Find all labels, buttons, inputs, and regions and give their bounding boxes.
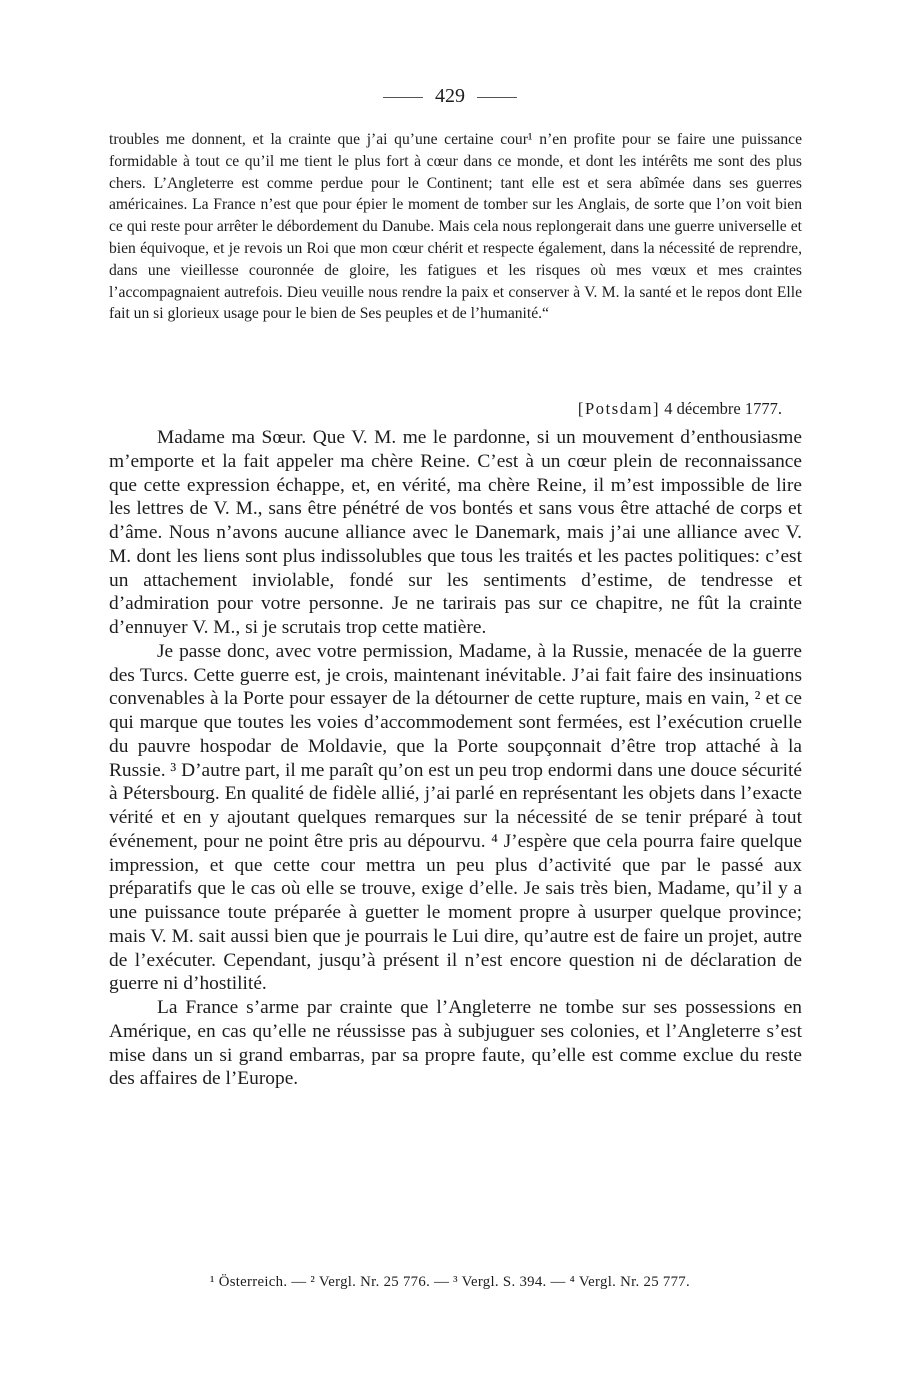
page-number: 429 (435, 85, 465, 107)
footnotes-text: ¹ Österreich. — ² Vergl. Nr. 25 776. — ³ Vergl. S. 394. — ⁴ Vergl. Nr. 25 777. (209, 1274, 690, 1290)
header-rule-right (477, 97, 517, 98)
letter-body (109, 426, 802, 1091)
header-rule-left (383, 97, 423, 98)
quoted-letter-ending (109, 129, 802, 325)
dateline (578, 397, 782, 421)
letter-paragraph: Madame ma Sœur. Que V. M. me le pardonne, si un mouvement d’enthousiasme m’emporte et la fait appeler ma chère Reine. C’est à un cœur plein de reconnaissance que cette expression échappe, et, en vérité, ma chère Reine, il m’est impossible de lire les lettres de V. M., sans être pénétré de vos bontés et sans vous être attaché de corps et d’âme. Nous n’avons aucune alliance avec le Danemark, mais j’ai une alliance avec V. M. dont les liens sont plus indissolubles que tous les traités et les pactes politiques: c’est un attachement inviolable, fondé sur les sentiments d’estime, de tendresse et d’admiration pour votre personne. Je ne tarirais pas sur ce chapitre, ne fût la crainte d’ennuyer V. M., si je scrutais trop cette matière. (109, 427, 802, 638)
footnotes (0, 1272, 900, 1292)
page-header (0, 84, 900, 108)
dateline-place: [Potsdam] (577, 399, 661, 418)
letter-paragraph: Je passe donc, avec votre permission, Madame, à la Russie, menacée de la guerre des Turcs. Cette guerre est, je crois, maintenant inévitable. J’ai fait faire des insinuations convenables à la Porte pour essayer de la détourner de cette rupture, mais en vain, ² et ce qui marque que toutes les voies d’accommodement sont fermées, est l’exécution cruelle du pauvre hospodar de Moldavie, que la Porte soupçonnait d’être trop attaché à la Russie. ³ D’autre part, il me paraît qu’on est un peu trop endormi dans une douce sécurité à Pétersbourg. En qualité de fidèle allié, j’ai parlé en représentant les objets dans l’exacte vérité et en y ajoutant quelques remarques sur la nécessité de se tenir préparé à tout événement, pour ne point être pris au dépourvu. ⁴ J’espère que cela pourra faire quelque impression, et que cette cour mettra un peu plus d’activité que par le passé aux préparatifs que le cas où elle se trouve, exige d’elle. Je sais très bien, Madame, qu’il y a une puissance toute préparée à guetter le moment propre à usurper quelque province; mais V. M. sait aussi bien que je pourrais le Lui dire, qu’autre est de faire un projet, autre de l’exécuter. Cependant, jusqu’à présent il n’est encore question ni de déclaration de guerre ni d’hostilité. (109, 640, 802, 995)
quote-paragraph: troubles me donnent, et la crainte que j’ai qu’une certaine cour¹ n’en profite pour se faire une puissance formidable à tout ce qu’il me tient le plus fort à cœur dans ce monde, et dont les intérêts me sont des plus chers. L’Angleterre est comme perdue pour le Continent; tant elle est et sera abîmée dans ses guerres américaines. La France n’est que pour épier le moment de tomber sur les Anglais, de sorte que l’on voit bien ce qui reste pour arrêter le débordement du Danube. Mais cela nous replongerait dans une guerre universelle et bien équivoque, et je revois un Roi que mon cœur chérit et respecte également, dans la nécessité de reprendre, dans une vieillesse couronnée de gloire, les fatigues et les risques où mes vœux et mes craintes l’accompagnaient autrefois. Dieu veuille nous rendre la paix et conserver à V. M. la santé et le repos dont Elle fait un si glorieux usage pour le bien de Ses peuples et de l’humanité.“ (109, 131, 802, 323)
dateline-date: 4 décembre 1777. (664, 399, 782, 418)
letter-paragraph: La France s’arme par crainte que l’Angleterre ne tombe sur ses possessions en Amérique, en cas qu’elle ne réussisse pas à subjuguer ses colonies, et l’Angleterre s’est mise dans un si grand embarras, par sa propre faute, qu’elle est comme exclue du reste des affaires de l’Europe. (109, 997, 802, 1090)
